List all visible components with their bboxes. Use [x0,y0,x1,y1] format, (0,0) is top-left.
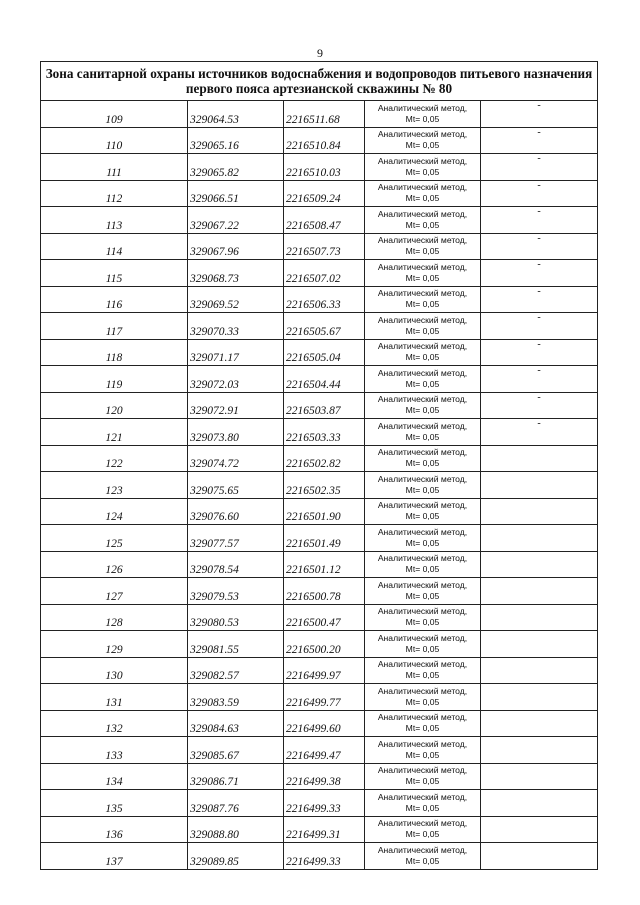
note-cell: - [481,233,598,260]
table-row [41,578,598,605]
method-cell [365,445,481,472]
y-coordinate-cell: 2216499.47 [284,737,365,764]
y-coordinate-cell: 2216502.82 [284,445,365,472]
method-label: Аналитический метод, [377,738,468,749]
table-row [41,366,598,393]
point-number-cell: 132 [41,710,188,737]
x-coordinate-cell: 329086.71 [188,763,284,790]
note-cell [481,657,598,684]
point-number-cell: 136 [41,816,188,843]
point-number-cell: 111 [41,154,188,181]
x-coordinate-cell: 329064.53 [188,101,284,128]
accuracy-value: Mt= 0,05 [405,855,440,866]
note-cell: - [481,127,598,154]
note-cell [481,763,598,790]
x-coordinate-cell: 329084.63 [188,710,284,737]
method-label: Аналитический метод, [377,579,468,590]
y-coordinate-cell: 2216504.44 [284,366,365,393]
method-cell [365,101,481,128]
y-coordinate-cell: 2216501.49 [284,525,365,552]
table-row [41,101,598,128]
table-row [41,763,598,790]
table-row [41,392,598,419]
y-coordinate-cell: 2216500.20 [284,631,365,658]
y-coordinate-cell: 2216499.77 [284,684,365,711]
point-number-cell: 124 [41,498,188,525]
point-number-cell: 133 [41,737,188,764]
accuracy-value: Mt= 0,05 [405,617,440,628]
method-cell [365,392,481,419]
point-number-cell: 109 [41,101,188,128]
table-row [41,684,598,711]
y-coordinate-cell: 2216510.03 [284,154,365,181]
y-coordinate-cell: 2216500.47 [284,604,365,631]
method-label: Аналитический метод, [377,844,468,855]
point-number-cell: 129 [41,631,188,658]
table-row [41,445,598,472]
note-cell [481,472,598,499]
x-coordinate-cell: 329082.57 [188,657,284,684]
method-cell [365,790,481,817]
note-cell: - [481,101,598,128]
table-row [41,843,598,870]
y-coordinate-cell: 2216503.87 [284,392,365,419]
method-cell [365,339,481,366]
table-row [41,127,598,154]
y-coordinate-cell: 2216499.33 [284,843,365,870]
x-coordinate-cell: 329066.51 [188,180,284,207]
table-row [41,207,598,234]
method-label: Аналитический метод, [377,632,468,643]
accuracy-value: Mt= 0,05 [405,431,440,442]
accuracy-value: Mt= 0,05 [405,511,440,522]
note-cell [481,631,598,658]
x-coordinate-cell: 329079.53 [188,578,284,605]
note-cell: - [481,260,598,287]
x-coordinate-cell: 329085.67 [188,737,284,764]
accuracy-value: Mt= 0,05 [405,537,440,548]
point-number-cell: 135 [41,790,188,817]
accuracy-value: Mt= 0,05 [405,723,440,734]
method-label: Аналитический метод, [377,685,468,696]
method-label: Аналитический метод, [377,155,468,166]
y-coordinate-cell: 2216505.67 [284,313,365,340]
point-number-cell: 117 [41,313,188,340]
table-row [41,286,598,313]
y-coordinate-cell: 2216500.78 [284,578,365,605]
point-number-cell: 120 [41,392,188,419]
method-cell [365,233,481,260]
table-row [41,339,598,366]
y-coordinate-cell: 2216509.24 [284,180,365,207]
point-number-cell: 127 [41,578,188,605]
x-coordinate-cell: 329067.22 [188,207,284,234]
table-title-line-2: первого пояса артезианской скважины № 80 [185,81,453,96]
y-coordinate-cell: 2216507.02 [284,260,365,287]
x-coordinate-cell: 329080.53 [188,604,284,631]
accuracy-value: Mt= 0,05 [405,113,440,124]
note-cell [481,525,598,552]
method-label: Аналитический метод, [377,791,468,802]
method-cell [365,816,481,843]
y-coordinate-cell: 2216503.33 [284,419,365,446]
accuracy-value: Mt= 0,05 [405,643,440,654]
y-coordinate-cell: 2216508.47 [284,207,365,234]
method-cell [365,154,481,181]
method-label: Аналитический метод, [377,712,468,723]
method-cell [365,578,481,605]
accuracy-value: Mt= 0,05 [405,299,440,310]
point-number-cell: 119 [41,366,188,393]
x-coordinate-cell: 329073.80 [188,419,284,446]
note-cell [481,551,598,578]
method-cell [365,313,481,340]
accuracy-value: Mt= 0,05 [405,696,440,707]
x-coordinate-cell: 329065.82 [188,154,284,181]
x-coordinate-cell: 329075.65 [188,472,284,499]
method-cell [365,763,481,790]
y-coordinate-cell: 2216499.33 [284,790,365,817]
method-label: Аналитический метод, [377,526,468,537]
note-cell: - [481,207,598,234]
accuracy-value: Mt= 0,05 [405,272,440,283]
method-label: Аналитический метод, [377,394,468,405]
point-number-cell: 128 [41,604,188,631]
x-coordinate-cell: 329089.85 [188,843,284,870]
accuracy-value: Mt= 0,05 [405,140,440,151]
method-label: Аналитический метод, [377,341,468,352]
table-row [41,233,598,260]
method-label: Аналитический метод, [377,659,468,670]
y-coordinate-cell: 2216502.35 [284,472,365,499]
y-coordinate-cell: 2216506.33 [284,286,365,313]
x-coordinate-cell: 329076.60 [188,498,284,525]
x-coordinate-cell: 329067.96 [188,233,284,260]
method-cell [365,207,481,234]
accuracy-value: Mt= 0,05 [405,378,440,389]
accuracy-value: Mt= 0,05 [405,749,440,760]
method-label: Аналитический метод, [377,553,468,564]
method-label: Аналитический метод, [377,765,468,776]
table-row [41,551,598,578]
x-coordinate-cell: 329065.16 [188,127,284,154]
point-number-cell: 122 [41,445,188,472]
coordinates-table [40,61,598,870]
method-label: Аналитический метод, [377,129,468,140]
method-cell [365,684,481,711]
note-cell [481,604,598,631]
method-cell [365,737,481,764]
x-coordinate-cell: 329077.57 [188,525,284,552]
point-number-cell: 123 [41,472,188,499]
y-coordinate-cell: 2216499.97 [284,657,365,684]
point-number-cell: 112 [41,180,188,207]
note-cell [481,843,598,870]
y-coordinate-cell: 2216511.68 [284,101,365,128]
note-cell: - [481,286,598,313]
method-label: Аналитический метод, [377,288,468,299]
table-body [41,101,598,870]
note-cell: - [481,339,598,366]
method-cell [365,551,481,578]
note-cell [481,684,598,711]
point-number-cell: 134 [41,763,188,790]
method-cell [365,127,481,154]
x-coordinate-cell: 329068.73 [188,260,284,287]
table-row [41,419,598,446]
x-coordinate-cell: 329072.91 [188,392,284,419]
note-cell [481,710,598,737]
table-row [41,472,598,499]
point-number-cell: 115 [41,260,188,287]
method-cell [365,604,481,631]
table-row [41,710,598,737]
method-cell [365,525,481,552]
page-number: 9 [317,46,323,60]
y-coordinate-cell: 2216501.12 [284,551,365,578]
y-coordinate-cell: 2216501.90 [284,498,365,525]
method-cell [365,843,481,870]
note-cell: - [481,419,598,446]
table-row [41,816,598,843]
y-coordinate-cell: 2216499.38 [284,763,365,790]
note-cell: - [481,313,598,340]
accuracy-value: Mt= 0,05 [405,590,440,601]
method-label: Аналитический метод, [377,500,468,511]
method-cell [365,472,481,499]
method-label: Аналитический метод, [377,182,468,193]
point-number-cell: 137 [41,843,188,870]
x-coordinate-cell: 329070.33 [188,313,284,340]
accuracy-value: Mt= 0,05 [405,564,440,575]
method-label: Аналитический метод, [377,447,468,458]
accuracy-value: Mt= 0,05 [405,776,440,787]
accuracy-value: Mt= 0,05 [405,829,440,840]
x-coordinate-cell: 329083.59 [188,684,284,711]
point-number-cell: 114 [41,233,188,260]
y-coordinate-cell: 2216510.84 [284,127,365,154]
point-number-cell: 116 [41,286,188,313]
accuracy-value: Mt= 0,05 [405,405,440,416]
note-cell [481,816,598,843]
x-coordinate-cell: 329071.17 [188,339,284,366]
table-row [41,604,598,631]
y-coordinate-cell: 2216499.31 [284,816,365,843]
accuracy-value: Mt= 0,05 [405,219,440,230]
method-cell [365,657,481,684]
method-label: Аналитический метод, [377,818,468,829]
note-cell: - [481,154,598,181]
x-coordinate-cell: 329074.72 [188,445,284,472]
point-number-cell: 130 [41,657,188,684]
method-cell [365,180,481,207]
method-label: Аналитический метод, [377,473,468,484]
accuracy-value: Mt= 0,05 [405,166,440,177]
accuracy-value: Mt= 0,05 [405,246,440,257]
table-row [41,180,598,207]
accuracy-value: Mt= 0,05 [405,802,440,813]
accuracy-value: Mt= 0,05 [405,484,440,495]
method-cell [365,366,481,393]
method-cell [365,498,481,525]
point-number-cell: 131 [41,684,188,711]
method-label: Аналитический метод, [377,367,468,378]
method-label: Аналитический метод, [377,420,468,431]
note-cell [481,737,598,764]
x-coordinate-cell: 329088.80 [188,816,284,843]
y-coordinate-cell: 2216505.04 [284,339,365,366]
table-row [41,154,598,181]
point-number-cell: 126 [41,551,188,578]
table-row [41,631,598,658]
note-cell [481,445,598,472]
x-coordinate-cell: 329081.55 [188,631,284,658]
note-cell: - [481,366,598,393]
note-cell [481,498,598,525]
accuracy-value: Mt= 0,05 [405,193,440,204]
y-coordinate-cell: 2216499.60 [284,710,365,737]
table-row [41,313,598,340]
table-title [41,62,598,101]
method-cell [365,286,481,313]
x-coordinate-cell: 329087.76 [188,790,284,817]
method-cell [365,419,481,446]
method-cell [365,631,481,658]
table-title-line-1: Зона санитарной охраны источников водоснабжения и водопроводов питьевого назначения [45,66,593,81]
method-label: Аналитический метод, [377,261,468,272]
table-row [41,657,598,684]
x-coordinate-cell: 329078.54 [188,551,284,578]
note-cell: - [481,392,598,419]
method-label: Аналитический метод, [377,208,468,219]
accuracy-value: Mt= 0,05 [405,670,440,681]
method-cell [365,260,481,287]
note-cell [481,790,598,817]
point-number-cell: 121 [41,419,188,446]
x-coordinate-cell: 329069.52 [188,286,284,313]
accuracy-value: Mt= 0,05 [405,458,440,469]
point-number-cell: 110 [41,127,188,154]
method-cell [365,710,481,737]
table-row [41,498,598,525]
method-label: Аналитический метод, [377,235,468,246]
method-label: Аналитический метод, [377,314,468,325]
accuracy-value: Mt= 0,05 [405,352,440,363]
table-row [41,790,598,817]
accuracy-value: Mt= 0,05 [405,325,440,336]
y-coordinate-cell: 2216507.73 [284,233,365,260]
x-coordinate-cell: 329072.03 [188,366,284,393]
note-cell [481,578,598,605]
point-number-cell: 118 [41,339,188,366]
method-label: Аналитический метод, [377,102,468,113]
table-row [41,260,598,287]
point-number-cell: 125 [41,525,188,552]
method-label: Аналитический метод, [377,606,468,617]
note-cell: - [481,180,598,207]
point-number-cell: 113 [41,207,188,234]
table-row [41,525,598,552]
table-row [41,737,598,764]
